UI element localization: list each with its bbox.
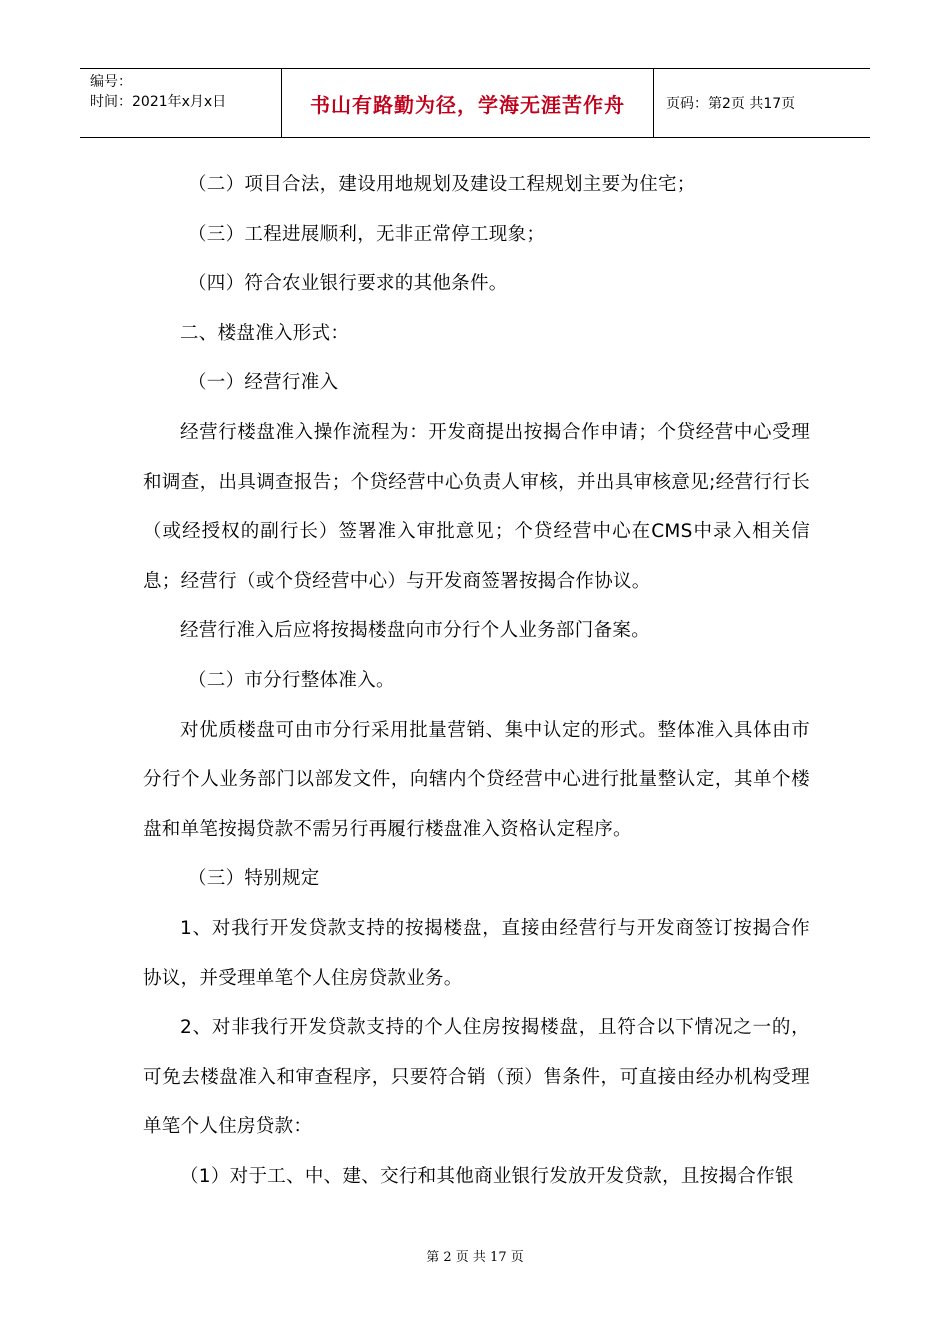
header-page-cell [654, 69, 870, 137]
document-body [143, 160, 810, 1201]
paragraph: （1）对于工、中、建、交行和其他商业银行发放开发贷款，且按揭合作银 [180, 1165, 794, 1187]
paragraph: 经营行准入后应将按揭楼盘向市分行个人业务部门备案。 [180, 620, 651, 642]
subsection-heading: （三）特别规定 [188, 868, 320, 890]
paragraph: 2、对非我行开发贷款支持的个人住房按揭楼盘，且符合以下情况之一的，可免去楼盘准入和审查程序，只要符合销（预）售条件，可直接由经办机构受理单笔个人住房贷款： [143, 1017, 810, 1138]
paragraph: 对优质楼盘可由市分行采用批量营销、集中认定的形式。整体准入具体由市分行个人业务部门以部发文件，向辖内个贷经营中心进行批量整认定，其单个楼盘和单笔按揭贷款不需另行再履行楼盘准入资格认定程序。 [143, 719, 810, 840]
header-meta [80, 69, 282, 137]
header-motto-cell [282, 69, 654, 137]
paragraph: （四）符合农业银行要求的其他条件。 [188, 273, 508, 295]
paragraph: 1、对我行开发贷款支持的按揭楼盘，直接由经营行与开发商签订按揭合作协议，并受理单笔个人住房贷款业务。 [143, 917, 810, 989]
motto-text: 书山有路勤为径，学海无涯苦作舟 [310, 92, 625, 117]
paragraph: （三）工程进展顺利，无非正常停工现象； [188, 223, 546, 245]
paragraph: （二）项目合法，建设用地规划及建设工程规划主要为住宅； [188, 174, 696, 195]
subsection-heading: （一）经营行准入 [188, 372, 339, 394]
page-info: 页码：第2页 共17页 [666, 96, 796, 112]
document-number-label: 编号： [90, 74, 132, 90]
page-footer: 第 2 页 共 17 页 [426, 1250, 524, 1265]
paragraph: 经营行楼盘准入操作流程为：开发商提出按揭合作申请；个贷经营中心受理和调查，出具调查报告；个贷经营中心负责人审核，并出具审核意见;经营行行长（或经授权的副行长）签署准入审批意见；个贷经营中心在CMS中录入相关信息；经营行（或个贷经营中心）与开发商签署按揭合作协议。 [143, 421, 810, 592]
document-header [80, 68, 870, 138]
document-time-label: 时间：2021年x月x日 [90, 94, 227, 110]
section-heading: 二、楼盘准入形式： [180, 322, 350, 344]
subsection-heading: （二）市分行整体准入。 [188, 669, 395, 691]
